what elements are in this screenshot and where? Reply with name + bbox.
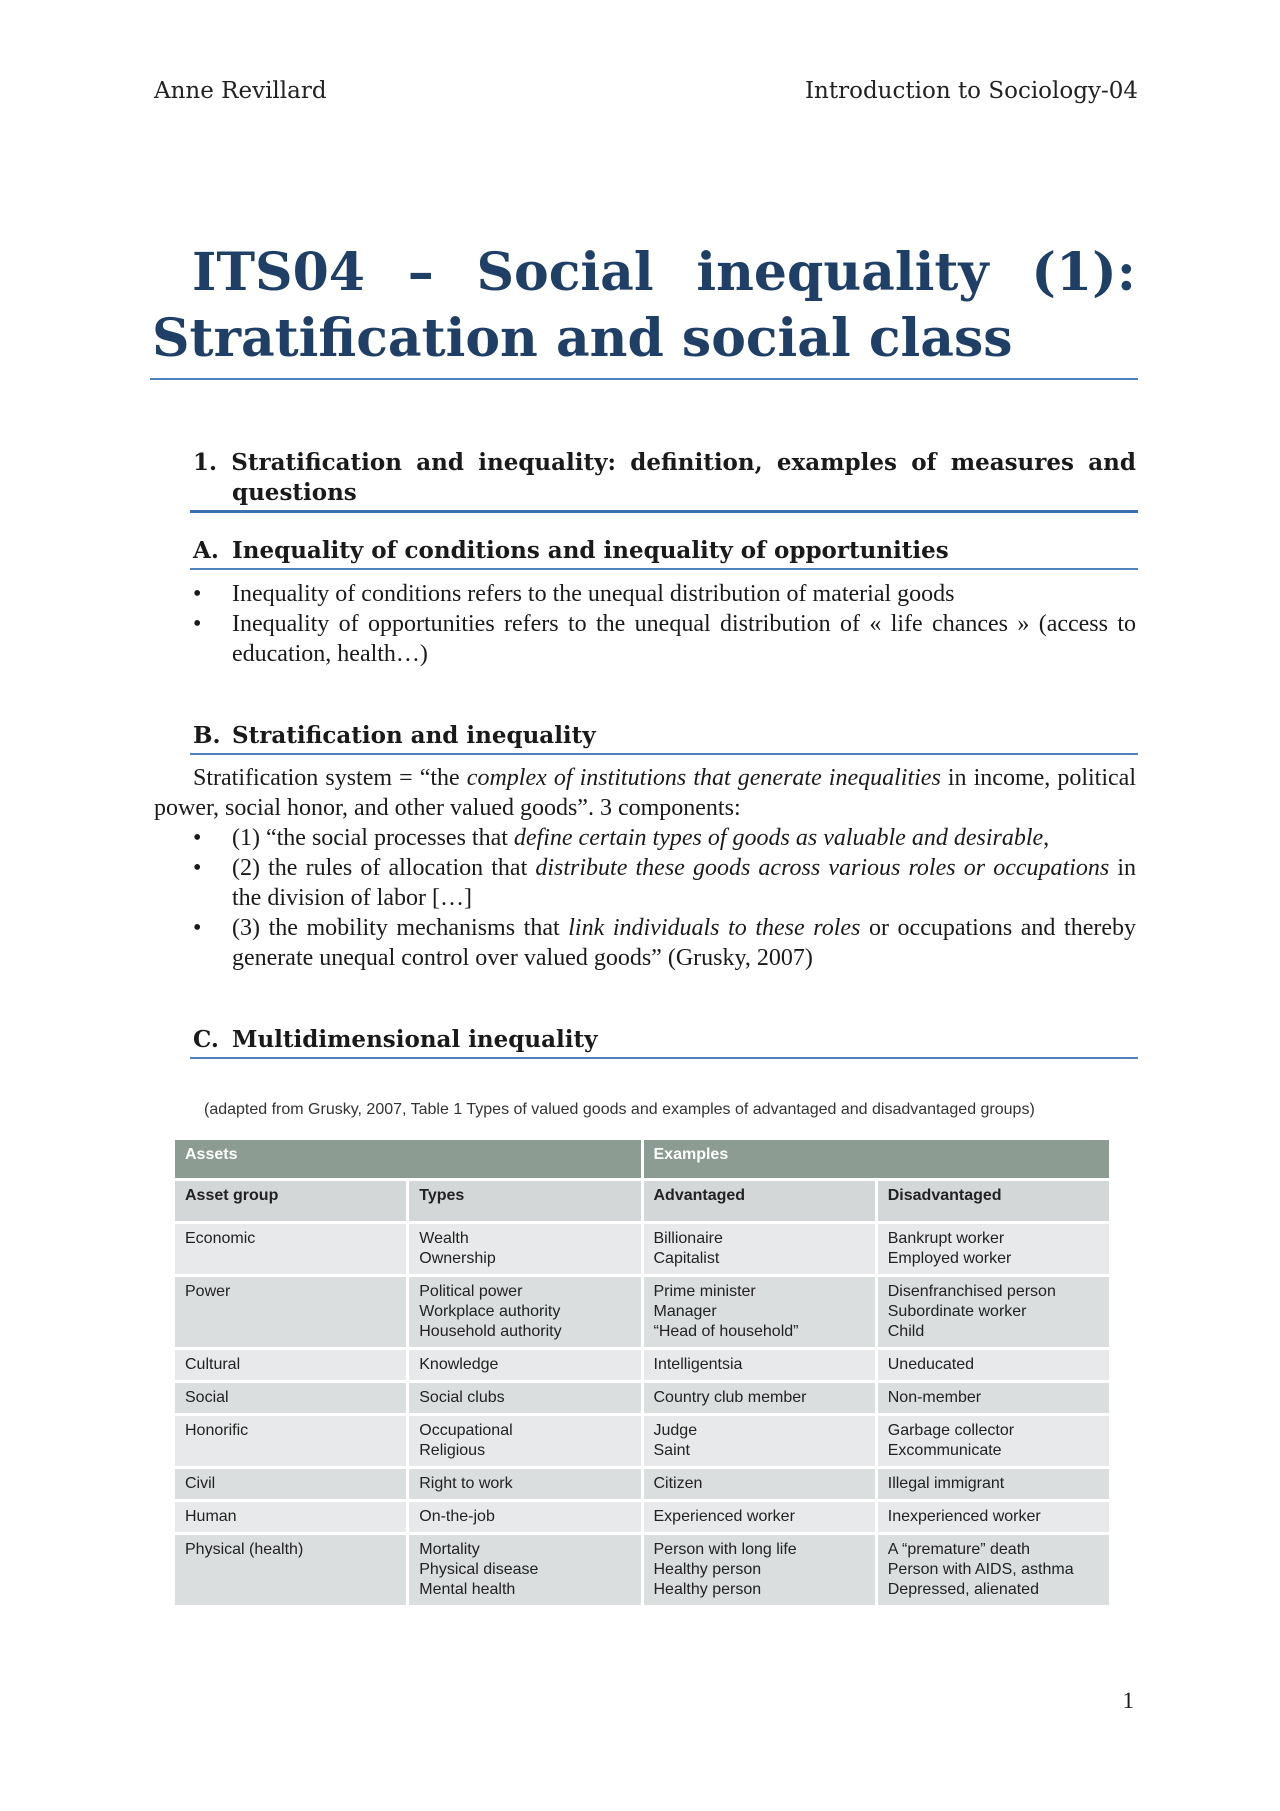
- asset-group-cell: Economic: [174, 1223, 408, 1276]
- title-underline: [150, 378, 1138, 380]
- advantaged-cell: [642, 1276, 876, 1349]
- table-row: [174, 1223, 1111, 1276]
- italic-run: complex of institutions that generate inequalities: [466, 765, 941, 791]
- types-cell: [408, 1534, 642, 1607]
- heading-word: and: [1088, 449, 1136, 476]
- heading-word: and: [416, 449, 464, 476]
- cell-line: Ownership: [419, 1250, 496, 1267]
- disadvantaged-cell: [876, 1534, 1110, 1607]
- table-caption: (adapted from Grusky, 2007, Table 1 Types of valued goods and examples of advantaged and disadvantaged groups): [204, 1101, 1035, 1118]
- types-cell: [408, 1468, 642, 1501]
- cell-line: Citizen: [653, 1475, 703, 1492]
- cell-line: Illegal immigrant: [887, 1475, 1005, 1492]
- asset-group-cell: Physical (health): [174, 1534, 408, 1607]
- advantaged-cell: [642, 1415, 876, 1468]
- text-run: Stratification system = “the: [193, 765, 467, 791]
- text-run: (3) the mobility mechanisms that: [232, 915, 569, 941]
- title-word: ITS04: [192, 242, 365, 303]
- heading-word: examples: [776, 449, 897, 476]
- section-letter: B.: [193, 722, 221, 749]
- table-body: [174, 1223, 1111, 1607]
- section-b-title: Stratification and inequality: [232, 722, 596, 749]
- text-run: in the division of labor […]: [232, 855, 1136, 911]
- stratification-definition: [154, 763, 1136, 823]
- table-row: [174, 1534, 1111, 1607]
- table-band-row: [174, 1139, 1111, 1180]
- cell-line: Healthy person: [653, 1581, 762, 1598]
- cell-line: Workplace authority: [419, 1303, 561, 1320]
- advantaged-cell: [642, 1349, 876, 1382]
- section-c-underline: [190, 1057, 1138, 1059]
- disadvantaged-cell: [876, 1415, 1110, 1468]
- heading-word: measures: [950, 449, 1074, 476]
- cell-line: Social clubs: [419, 1389, 505, 1406]
- advantaged-cell: [642, 1468, 876, 1501]
- cell-line: Billionaire: [653, 1230, 723, 1247]
- cell-line: Prime minister: [653, 1283, 756, 1300]
- cell-line: Non-member: [887, 1389, 982, 1406]
- valued-goods-table: [172, 1137, 1112, 1608]
- list-item: [193, 853, 1136, 913]
- section-b-bullets: [193, 823, 1136, 973]
- section-letter: C.: [193, 1026, 219, 1053]
- types-cell: [408, 1415, 642, 1468]
- cell-line: Manager: [653, 1303, 717, 1320]
- header-course: Introduction to Sociology-04: [804, 78, 1138, 104]
- cell-line: Judge: [653, 1422, 698, 1439]
- list-item: • Inequality of opportunities refers to the unequal distribution of « life chances » (access to education, health…): [193, 609, 1136, 669]
- cell-line: Mental health: [419, 1581, 516, 1598]
- disadvantaged-cell: [876, 1223, 1110, 1276]
- list-item: • Inequality of conditions refers to the unequal distribution of material goods: [193, 579, 1136, 609]
- section-1-heading: [193, 448, 1136, 508]
- italic-run: link individuals to these roles: [568, 915, 861, 941]
- text-run: in income, political power, social honor, and other valued goods”. 3 components:: [154, 765, 1136, 821]
- italic-run: define certain types of goods as valuable and desirable: [513, 825, 1044, 851]
- column-header: Advantaged: [642, 1180, 876, 1223]
- section-1-line-1: [193, 448, 1136, 478]
- cell-line: Subordinate worker: [887, 1303, 1027, 1320]
- cell-line: Inexperienced worker: [887, 1508, 1041, 1525]
- cell-line: Person with long life: [653, 1541, 797, 1558]
- advantaged-cell: [642, 1223, 876, 1276]
- cell-line: Garbage collector: [887, 1422, 1015, 1439]
- cell-line: Disenfranchised person: [887, 1283, 1056, 1300]
- column-header: Asset group: [174, 1180, 408, 1223]
- types-cell: [408, 1349, 642, 1382]
- band-examples: Examples: [642, 1139, 1111, 1180]
- advantaged-cell: [642, 1534, 876, 1607]
- text-run: (1) “the social processes that: [232, 825, 514, 851]
- cell-line: Experienced worker: [653, 1508, 795, 1525]
- italic-run: distribute these goods across various roles or occupations: [535, 855, 1110, 881]
- asset-group-cell: Cultural: [174, 1349, 408, 1382]
- section-number: 1.: [193, 449, 218, 476]
- table-row: [174, 1276, 1111, 1349]
- cell-line: Physical disease: [419, 1561, 539, 1578]
- table-row: [174, 1501, 1111, 1534]
- asset-group-cell: Human: [174, 1501, 408, 1534]
- asset-group-cell: Social: [174, 1382, 408, 1415]
- section-a-underline: [190, 568, 1138, 570]
- cell-line: On-the-job: [419, 1508, 495, 1525]
- heading-word: of: [911, 449, 937, 476]
- heading-word: Stratification: [231, 449, 402, 476]
- title-word: Social: [476, 242, 654, 303]
- section-1-underline: [190, 510, 1138, 513]
- asset-group-cell: Honorific: [174, 1415, 408, 1468]
- title-word: inequality: [696, 242, 989, 303]
- section-a-title: Inequality of conditions and inequality of opportunities: [232, 537, 949, 564]
- cell-line: Healthy person: [653, 1561, 762, 1578]
- cell-line: Intelligentsia: [653, 1356, 743, 1373]
- asset-group-cell: Civil: [174, 1468, 408, 1501]
- column-header: Disadvantaged: [876, 1180, 1110, 1223]
- cell-line: Occupational: [419, 1422, 513, 1439]
- types-cell: [408, 1223, 642, 1276]
- title-word: (1):: [1031, 242, 1136, 303]
- text-run: or occupations and thereby generate unequal control over valued goods” (Grusky, 2007): [232, 915, 1136, 971]
- cell-line: Person with AIDS, asthma: [887, 1561, 1074, 1578]
- table-header-row: [174, 1180, 1111, 1223]
- cell-line: Political power: [419, 1283, 523, 1300]
- list-item: [193, 913, 1136, 973]
- advantaged-cell: [642, 1501, 876, 1534]
- cell-line: Right to work: [419, 1475, 513, 1492]
- band-assets: Assets: [174, 1139, 643, 1180]
- section-b-underline: [190, 753, 1138, 755]
- text-run: ,: [1043, 825, 1050, 851]
- disadvantaged-cell: [876, 1349, 1110, 1382]
- section-b-heading: [193, 721, 596, 751]
- cell-line: Child: [887, 1323, 925, 1340]
- table-row: [174, 1468, 1111, 1501]
- types-cell: [408, 1382, 642, 1415]
- cell-line: Wealth: [419, 1230, 469, 1247]
- cell-line: Bankrupt worker: [887, 1230, 1005, 1247]
- disadvantaged-cell: [876, 1276, 1110, 1349]
- cell-line: Excommunicate: [887, 1442, 1002, 1459]
- disadvantaged-cell: [876, 1501, 1110, 1534]
- table-row: [174, 1382, 1111, 1415]
- advantaged-cell: [642, 1382, 876, 1415]
- section-a-bullets: [193, 579, 1136, 669]
- cell-line: Capitalist: [653, 1250, 720, 1267]
- types-cell: [408, 1501, 642, 1534]
- cell-line: Mortality: [419, 1541, 480, 1558]
- column-header: Types: [408, 1180, 642, 1223]
- text-run: (2) the rules of allocation that: [232, 855, 536, 881]
- cell-line: Uneducated: [887, 1356, 975, 1373]
- section-1-line-2: questions: [232, 479, 357, 506]
- title-line-1: [152, 240, 1136, 306]
- cell-line: Religious: [419, 1442, 486, 1459]
- section-c-heading: [193, 1025, 597, 1055]
- list-item: [193, 823, 1136, 853]
- cell-line: Saint: [653, 1442, 690, 1459]
- cell-line: Country club member: [653, 1389, 807, 1406]
- disadvantaged-cell: [876, 1468, 1110, 1501]
- cell-line: A “premature” death: [887, 1541, 1031, 1558]
- cell-line: Depressed, alienated: [887, 1581, 1039, 1598]
- section-a-heading: [193, 536, 949, 566]
- header-author: Anne Revillard: [154, 78, 327, 104]
- page-number: 1: [1122, 1688, 1134, 1713]
- heading-word: inequality:: [478, 449, 617, 476]
- cell-line: “Head of household”: [653, 1323, 799, 1340]
- cell-line: Employed worker: [887, 1250, 1012, 1267]
- section-letter: A.: [193, 537, 219, 564]
- table-row: [174, 1349, 1111, 1382]
- types-cell: [408, 1276, 642, 1349]
- section-c-title: Multidimensional inequality: [232, 1026, 598, 1053]
- cell-line: Knowledge: [419, 1356, 499, 1373]
- table-row: [174, 1415, 1111, 1468]
- title-word: –: [407, 242, 434, 303]
- disadvantaged-cell: [876, 1382, 1110, 1415]
- asset-group-cell: Power: [174, 1276, 408, 1349]
- heading-word: definition,: [630, 449, 763, 476]
- cell-line: Household authority: [419, 1323, 562, 1340]
- document-title: [152, 240, 1136, 372]
- title-line-2: Stratification and social class: [152, 308, 1013, 369]
